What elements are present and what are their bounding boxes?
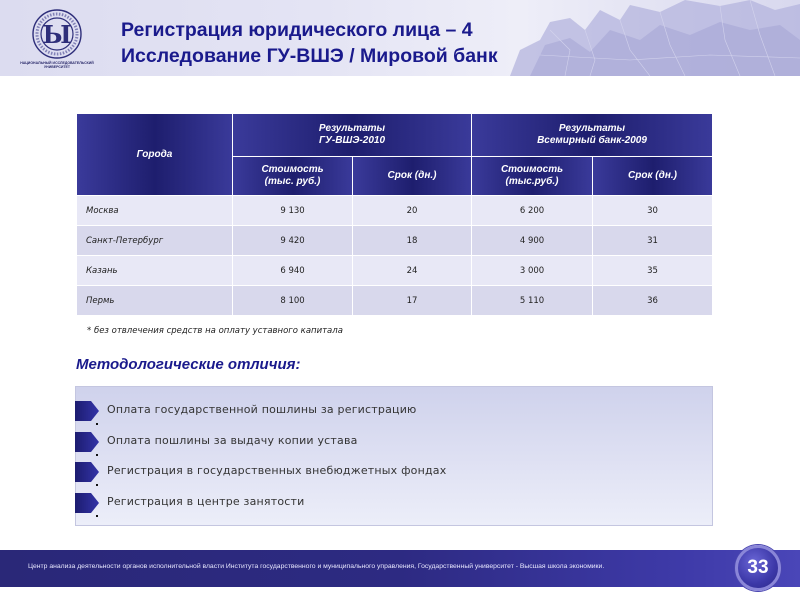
list-item — [76, 491, 712, 521]
cell-wb-days: 35 — [593, 256, 713, 286]
bullet-dot — [96, 454, 98, 456]
list-item — [76, 460, 712, 490]
slide-footer — [0, 550, 800, 587]
registration-comparison-table — [76, 113, 713, 316]
bullet-dot — [96, 484, 98, 486]
list-item-label: Оплата государственной пошлины за регистрацию — [107, 403, 417, 416]
cell-city: Казань — [77, 256, 233, 286]
list-item-label: Регистрация в центре занятости — [107, 495, 305, 508]
logo-caption: НАЦИОНАЛЬНЫЙ ИССЛЕДОВАТЕЛЬСКИЙ УНИВЕРСИТЕТ — [20, 61, 94, 69]
arrow-bullet-icon — [75, 432, 99, 452]
cell-wb-cost: 4 900 — [472, 226, 593, 256]
cell-wb-cost: 5 110 — [472, 286, 593, 316]
cell-city: Санкт-Петербург — [77, 226, 233, 256]
section-title: Методологические отличия: — [76, 356, 301, 373]
header-hse-days: Срок (дн.) — [353, 157, 472, 196]
title-line-1: Регистрация юридического лица – 4 — [121, 19, 473, 41]
arrow-bullet-icon — [75, 493, 99, 513]
cell-wb-days: 31 — [593, 226, 713, 256]
cell-wb-days: 36 — [593, 286, 713, 316]
header-group-hse: Результаты ГУ-ВШЭ-2010 — [233, 114, 472, 157]
cell-hse-cost: 9 130 — [233, 196, 353, 226]
header-wb-days: Срок (дн.) — [593, 157, 713, 196]
russia-map-icon — [510, 0, 800, 76]
cell-hse-cost: 9 420 — [233, 226, 353, 256]
arrow-bullet-icon — [75, 462, 99, 482]
svg-text:Ы: Ы — [42, 20, 72, 49]
arrow-bullet-icon — [75, 401, 99, 421]
cell-hse-cost: 6 940 — [233, 256, 353, 286]
cell-city: Москва — [77, 196, 233, 226]
bullet-dot — [96, 515, 98, 517]
header-wb-cost: Стоимость (тыс.руб.) — [472, 157, 593, 196]
cell-hse-days: 24 — [353, 256, 472, 286]
slide-header — [0, 0, 800, 76]
cell-hse-days: 17 — [353, 286, 472, 316]
table-footnote: * без отвлечения средств на оплату уставного капитала — [87, 326, 343, 336]
cell-city: Пермь — [77, 286, 233, 316]
list-item-label: Регистрация в государственных внебюджетных фондах — [107, 464, 447, 477]
list-item-label: Оплата пошлины за выдачу копии устава — [107, 434, 358, 447]
page-number-badge: 33 — [735, 545, 781, 591]
cell-wb-cost: 3 000 — [472, 256, 593, 286]
bullet-dot — [96, 423, 98, 425]
title-line-2: Исследование ГУ-ВШЭ / Мировой банк — [121, 45, 498, 67]
cell-hse-days: 20 — [353, 196, 472, 226]
cell-wb-cost: 6 200 — [472, 196, 593, 226]
header-hse-cost: Стоимость (тыс. руб.) — [233, 157, 353, 196]
header-group-worldbank: Результаты Всемирный банк-2009 — [472, 114, 713, 157]
list-item — [76, 399, 712, 429]
cell-hse-cost: 8 100 — [233, 286, 353, 316]
cell-hse-days: 18 — [353, 226, 472, 256]
header-cities: Города — [77, 114, 233, 196]
table-row — [77, 196, 713, 226]
differences-panel — [75, 386, 713, 526]
cell-wb-days: 30 — [593, 196, 713, 226]
page-title — [121, 17, 498, 69]
table-row — [77, 256, 713, 286]
table-row — [77, 226, 713, 256]
table-row — [77, 286, 713, 316]
list-item — [76, 430, 712, 460]
footer-text: Центр анализа деятельности органов исполнительной власти Института государственного и муниципального управления, Государственный университет - Высшая школа экономики. — [28, 563, 605, 570]
